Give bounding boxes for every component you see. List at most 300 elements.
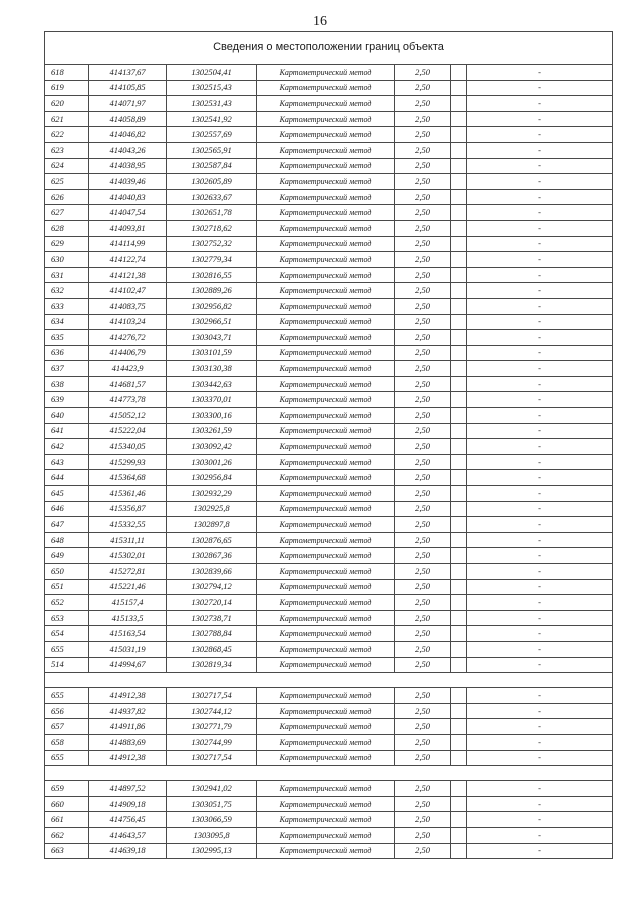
x-coordinate-cell: 415356,87 [89,501,167,517]
point-number-cell: 650 [45,564,89,580]
point-number-cell: 655 [45,641,89,657]
accuracy-cell: 2,50 [395,548,451,564]
method-cell: Картометрический метод [257,734,395,750]
accuracy-cell: 2,50 [395,734,451,750]
y-coordinate-cell: 1302541,92 [167,111,257,127]
table-row [45,501,613,517]
extra-cell: - [467,454,613,470]
extra-cell: - [467,298,613,314]
y-coordinate-cell: 1303001,26 [167,454,257,470]
point-number-cell: 651 [45,579,89,595]
point-number-cell: 663 [45,843,89,859]
page-number: 16 [313,14,327,29]
x-coordinate-cell: 414093,81 [89,220,167,236]
note-cell [451,486,467,502]
x-coordinate-cell: 414040,83 [89,189,167,205]
method-cell: Картометрический метод [257,454,395,470]
accuracy-cell: 2,50 [395,564,451,580]
note-cell [451,734,467,750]
table-row [45,595,613,611]
accuracy-cell: 2,50 [395,236,451,252]
table-row [45,423,613,439]
point-number-cell: 623 [45,142,89,158]
y-coordinate-cell: 1303261,59 [167,423,257,439]
method-cell: Картометрический метод [257,392,395,408]
method-cell: Картометрический метод [257,283,395,299]
group-separator-cell [45,673,613,688]
point-number-cell: 637 [45,361,89,377]
y-coordinate-cell: 1302565,91 [167,142,257,158]
accuracy-cell: 2,50 [395,532,451,548]
point-number-cell: 653 [45,610,89,626]
accuracy-cell: 2,50 [395,703,451,719]
method-cell: Картометрический метод [257,439,395,455]
extra-cell: - [467,734,613,750]
x-coordinate-cell: 414643,57 [89,827,167,843]
method-cell: Картометрический метод [257,657,395,673]
note-cell [451,641,467,657]
y-coordinate-cell: 1302717,54 [167,688,257,704]
table-row [45,205,613,221]
extra-cell: - [467,750,613,766]
y-coordinate-cell: 1303051,75 [167,796,257,812]
note-cell [451,345,467,361]
x-coordinate-cell: 415157,4 [89,595,167,611]
note-cell [451,812,467,828]
y-coordinate-cell: 1302744,99 [167,734,257,750]
note-cell [451,501,467,517]
y-coordinate-cell: 1302651,78 [167,205,257,221]
method-cell: Картометрический метод [257,267,395,283]
point-number-cell: 654 [45,626,89,642]
note-cell [451,454,467,470]
point-number-cell: 514 [45,657,89,673]
boundary-coordinates-table [44,31,613,859]
y-coordinate-cell: 1303370,01 [167,392,257,408]
accuracy-cell: 2,50 [395,641,451,657]
y-coordinate-cell: 1302531,43 [167,96,257,112]
note-cell [451,703,467,719]
method-cell: Картометрический метод [257,564,395,580]
point-number-cell: 622 [45,127,89,143]
point-number-cell: 655 [45,750,89,766]
extra-cell: - [467,796,613,812]
point-number-cell: 621 [45,111,89,127]
x-coordinate-cell: 415364,68 [89,470,167,486]
x-coordinate-cell: 414137,67 [89,65,167,81]
point-number-cell: 618 [45,65,89,81]
extra-cell: - [467,564,613,580]
y-coordinate-cell: 1302633,67 [167,189,257,205]
x-coordinate-cell: 414911,86 [89,719,167,735]
extra-cell: - [467,843,613,859]
table-row [45,142,613,158]
y-coordinate-cell: 1302738,71 [167,610,257,626]
accuracy-cell: 2,50 [395,345,451,361]
note-cell [451,532,467,548]
method-cell: Картометрический метод [257,719,395,735]
extra-cell: - [467,517,613,533]
x-coordinate-cell: 415311,11 [89,532,167,548]
x-coordinate-cell: 414083,75 [89,298,167,314]
y-coordinate-cell: 1303092,42 [167,439,257,455]
method-cell: Картометрический метод [257,205,395,221]
extra-cell: - [467,361,613,377]
method-cell: Картометрический метод [257,796,395,812]
extra-cell: - [467,657,613,673]
table-row [45,688,613,704]
accuracy-cell: 2,50 [395,127,451,143]
point-number-cell: 629 [45,236,89,252]
accuracy-cell: 2,50 [395,595,451,611]
method-cell: Картометрический метод [257,703,395,719]
extra-cell: - [467,189,613,205]
table-row [45,454,613,470]
y-coordinate-cell: 1302717,54 [167,750,257,766]
table-row [45,796,613,812]
table-row [45,127,613,143]
note-cell [451,439,467,455]
table-row [45,174,613,190]
extra-cell: - [467,688,613,704]
y-coordinate-cell: 1303300,16 [167,408,257,424]
y-coordinate-cell: 1302966,51 [167,314,257,330]
method-cell: Картометрический метод [257,517,395,533]
point-number-cell: 639 [45,392,89,408]
x-coordinate-cell: 414756,45 [89,812,167,828]
note-cell [451,595,467,611]
note-cell [451,111,467,127]
point-number-cell: 638 [45,376,89,392]
point-number-cell: 635 [45,330,89,346]
y-coordinate-cell: 1302995,13 [167,843,257,859]
method-cell: Картометрический метод [257,361,395,377]
table-row [45,65,613,81]
note-cell [451,548,467,564]
y-coordinate-cell: 1302839,66 [167,564,257,580]
accuracy-cell: 2,50 [395,361,451,377]
point-number-cell: 655 [45,688,89,704]
accuracy-cell: 2,50 [395,657,451,673]
extra-cell: - [467,579,613,595]
method-cell: Картометрический метод [257,688,395,704]
y-coordinate-cell: 1302605,89 [167,174,257,190]
note-cell [451,392,467,408]
extra-cell: - [467,96,613,112]
extra-cell: - [467,812,613,828]
table-row [45,392,613,408]
accuracy-cell: 2,50 [395,111,451,127]
accuracy-cell: 2,50 [395,812,451,828]
point-number-cell: 656 [45,703,89,719]
x-coordinate-cell: 414103,24 [89,314,167,330]
accuracy-cell: 2,50 [395,719,451,735]
note-cell [451,843,467,859]
table-row [45,641,613,657]
table-row [45,657,613,673]
x-coordinate-cell: 414883,69 [89,734,167,750]
note-cell [451,127,467,143]
note-cell [451,158,467,174]
method-cell: Картометрический метод [257,220,395,236]
point-number-cell: 628 [45,220,89,236]
point-number-cell: 633 [45,298,89,314]
table-row [45,189,613,205]
note-cell [451,796,467,812]
method-cell: Картометрический метод [257,423,395,439]
y-coordinate-cell: 1302816,55 [167,267,257,283]
accuracy-cell: 2,50 [395,843,451,859]
method-cell: Картометрический метод [257,595,395,611]
extra-cell: - [467,532,613,548]
note-cell [451,205,467,221]
y-coordinate-cell: 1302744,12 [167,703,257,719]
x-coordinate-cell: 414276,72 [89,330,167,346]
accuracy-cell: 2,50 [395,314,451,330]
y-coordinate-cell: 1302752,32 [167,236,257,252]
accuracy-cell: 2,50 [395,408,451,424]
x-coordinate-cell: 415133,5 [89,610,167,626]
accuracy-cell: 2,50 [395,423,451,439]
point-number-cell: 619 [45,80,89,96]
note-cell [451,174,467,190]
table-row [45,252,613,268]
x-coordinate-cell: 414912,38 [89,688,167,704]
table-row [45,345,613,361]
x-coordinate-cell: 415031,19 [89,641,167,657]
point-number-cell: 624 [45,158,89,174]
accuracy-cell: 2,50 [395,501,451,517]
note-cell [451,408,467,424]
accuracy-cell: 2,50 [395,439,451,455]
note-cell [451,236,467,252]
y-coordinate-cell: 1302557,69 [167,127,257,143]
point-number-cell: 662 [45,827,89,843]
extra-cell: - [467,127,613,143]
method-cell: Картометрический метод [257,80,395,96]
y-coordinate-cell: 1302819,34 [167,657,257,673]
y-coordinate-cell: 1302932,29 [167,486,257,502]
x-coordinate-cell: 414122,74 [89,252,167,268]
method-cell: Картометрический метод [257,111,395,127]
point-number-cell: 660 [45,796,89,812]
extra-cell: - [467,158,613,174]
table-row [45,361,613,377]
y-coordinate-cell: 1302868,45 [167,641,257,657]
x-coordinate-cell: 414058,89 [89,111,167,127]
x-coordinate-cell: 415302,01 [89,548,167,564]
y-coordinate-cell: 1302889,26 [167,283,257,299]
table-row [45,314,613,330]
y-coordinate-cell: 1302779,34 [167,252,257,268]
x-coordinate-cell: 415052,12 [89,408,167,424]
y-coordinate-cell: 1303101,59 [167,345,257,361]
table-row [45,470,613,486]
extra-cell: - [467,345,613,361]
accuracy-cell: 2,50 [395,189,451,205]
extra-cell: - [467,330,613,346]
note-cell [451,750,467,766]
y-coordinate-cell: 1302720,14 [167,595,257,611]
extra-cell: - [467,423,613,439]
x-coordinate-cell: 415222,04 [89,423,167,439]
accuracy-cell: 2,50 [395,579,451,595]
method-cell: Картометрический метод [257,641,395,657]
note-cell [451,283,467,299]
note-cell [451,610,467,626]
accuracy-cell: 2,50 [395,252,451,268]
accuracy-cell: 2,50 [395,392,451,408]
x-coordinate-cell: 414038,95 [89,158,167,174]
method-cell: Картометрический метод [257,345,395,361]
method-cell: Картометрический метод [257,610,395,626]
point-number-cell: 658 [45,734,89,750]
x-coordinate-cell: 414105,85 [89,80,167,96]
x-coordinate-cell: 414423,9 [89,361,167,377]
table-row [45,812,613,828]
point-number-cell: 644 [45,470,89,486]
extra-cell: - [467,65,613,81]
extra-cell: - [467,486,613,502]
x-coordinate-cell: 415361,46 [89,486,167,502]
group-separator-row [45,673,613,688]
x-coordinate-cell: 414897,52 [89,781,167,797]
note-cell [451,688,467,704]
note-cell [451,142,467,158]
table-row [45,408,613,424]
note-cell [451,96,467,112]
x-coordinate-cell: 414681,57 [89,376,167,392]
accuracy-cell: 2,50 [395,65,451,81]
table-row [45,610,613,626]
extra-cell: - [467,408,613,424]
table-row [45,703,613,719]
method-cell: Картометрический метод [257,236,395,252]
x-coordinate-cell: 414406,79 [89,345,167,361]
method-cell: Картометрический метод [257,827,395,843]
point-number-cell: 657 [45,719,89,735]
extra-cell: - [467,376,613,392]
y-coordinate-cell: 1302925,8 [167,501,257,517]
note-cell [451,220,467,236]
extra-cell: - [467,314,613,330]
x-coordinate-cell: 414121,38 [89,267,167,283]
extra-cell: - [467,470,613,486]
method-cell: Картометрический метод [257,626,395,642]
extra-cell: - [467,220,613,236]
method-cell: Картометрический метод [257,127,395,143]
point-number-cell: 649 [45,548,89,564]
table-header-row [45,32,613,65]
table-row [45,486,613,502]
point-number-cell: 645 [45,486,89,502]
method-cell: Картометрический метод [257,376,395,392]
extra-cell: - [467,703,613,719]
extra-cell: - [467,595,613,611]
note-cell [451,376,467,392]
method-cell: Картометрический метод [257,96,395,112]
table-row [45,283,613,299]
accuracy-cell: 2,50 [395,142,451,158]
extra-cell: - [467,439,613,455]
y-coordinate-cell: 1302867,36 [167,548,257,564]
x-coordinate-cell: 414114,99 [89,236,167,252]
point-number-cell: 646 [45,501,89,517]
y-coordinate-cell: 1303130,38 [167,361,257,377]
point-number-cell: 643 [45,454,89,470]
point-number-cell: 640 [45,408,89,424]
method-cell: Картометрический метод [257,298,395,314]
note-cell [451,564,467,580]
y-coordinate-cell: 1303095,8 [167,827,257,843]
y-coordinate-cell: 1302504,41 [167,65,257,81]
note-cell [451,827,467,843]
x-coordinate-cell: 415332,55 [89,517,167,533]
x-coordinate-cell: 414047,54 [89,205,167,221]
table-row [45,781,613,797]
y-coordinate-cell: 1302771,79 [167,719,257,735]
method-cell: Картометрический метод [257,189,395,205]
point-number-cell: 631 [45,267,89,283]
table-row [45,96,613,112]
note-cell [451,719,467,735]
note-cell [451,314,467,330]
accuracy-cell: 2,50 [395,376,451,392]
note-cell [451,579,467,595]
y-coordinate-cell: 1303066,59 [167,812,257,828]
y-coordinate-cell: 1302876,65 [167,532,257,548]
accuracy-cell: 2,50 [395,298,451,314]
extra-cell: - [467,626,613,642]
accuracy-cell: 2,50 [395,517,451,533]
table-row [45,236,613,252]
accuracy-cell: 2,50 [395,827,451,843]
table-row [45,843,613,859]
y-coordinate-cell: 1302956,82 [167,298,257,314]
table-row [45,111,613,127]
point-number-cell: 647 [45,517,89,533]
note-cell [451,517,467,533]
table-row [45,532,613,548]
x-coordinate-cell: 415340,05 [89,439,167,455]
table-row [45,330,613,346]
table-row [45,298,613,314]
x-coordinate-cell: 414994,67 [89,657,167,673]
x-coordinate-cell: 415221,46 [89,579,167,595]
accuracy-cell: 2,50 [395,158,451,174]
accuracy-cell: 2,50 [395,796,451,812]
method-cell: Картометрический метод [257,470,395,486]
extra-cell: - [467,610,613,626]
x-coordinate-cell: 414639,18 [89,843,167,859]
method-cell: Картометрический метод [257,501,395,517]
extra-cell: - [467,142,613,158]
point-number-cell: 632 [45,283,89,299]
y-coordinate-cell: 1302788,84 [167,626,257,642]
method-cell: Картометрический метод [257,142,395,158]
method-cell: Картометрический метод [257,843,395,859]
point-number-cell: 625 [45,174,89,190]
extra-cell: - [467,205,613,221]
y-coordinate-cell: 1302587,84 [167,158,257,174]
table-row [45,158,613,174]
x-coordinate-cell: 414912,38 [89,750,167,766]
table-row [45,267,613,283]
point-number-cell: 627 [45,205,89,221]
y-coordinate-cell: 1303442,63 [167,376,257,392]
y-coordinate-cell: 1302941,02 [167,781,257,797]
accuracy-cell: 2,50 [395,80,451,96]
